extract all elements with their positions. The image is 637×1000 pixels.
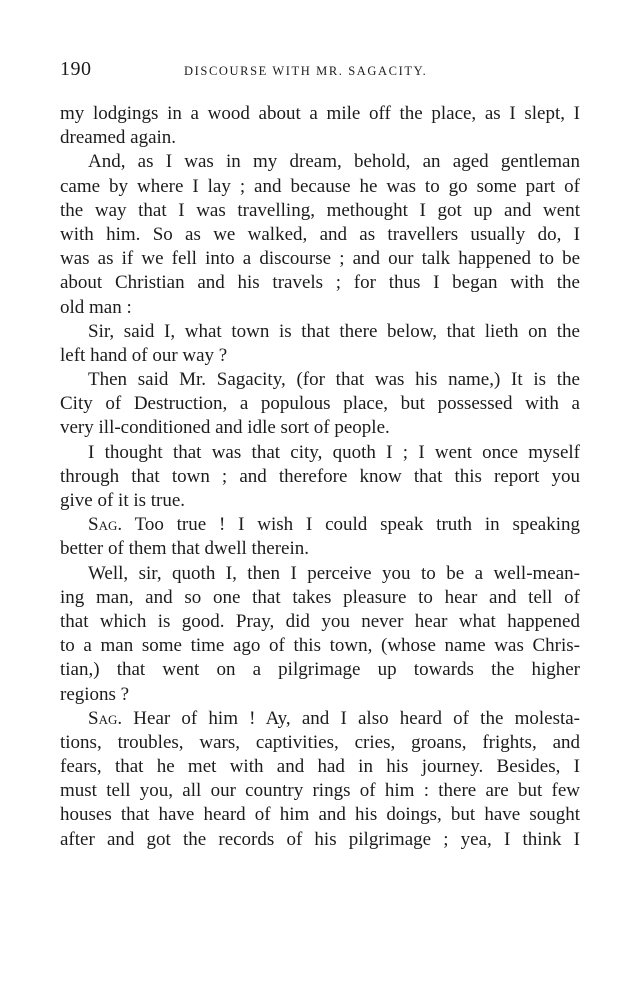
text-line bbox=[60, 416, 580, 440]
body-text bbox=[60, 102, 580, 852]
text-line bbox=[60, 150, 580, 174]
text-line bbox=[60, 175, 580, 199]
line-text: give of it is true. bbox=[60, 490, 186, 511]
running-head: DISCOURSE WITH MR. SAGACITY. bbox=[184, 64, 428, 78]
text-line bbox=[60, 658, 580, 682]
text-line bbox=[60, 102, 580, 126]
text-line bbox=[60, 223, 580, 247]
text-line bbox=[60, 344, 580, 368]
text-line bbox=[60, 513, 580, 537]
text-line bbox=[60, 489, 580, 513]
text-line bbox=[60, 296, 580, 320]
line-text: to a man some time ago of this town, (whose name was Chris- bbox=[60, 635, 580, 657]
line-text: very ill-conditioned and idle sort of people. bbox=[60, 417, 390, 439]
line-text: was as if we fell into a discourse ; and our talk happened to be bbox=[60, 248, 580, 270]
line-text: old man : bbox=[60, 296, 132, 318]
text-line bbox=[60, 271, 580, 295]
text-line bbox=[60, 610, 580, 634]
page-header bbox=[60, 58, 580, 88]
line-text: Hear of him ! Ay, and I also heard of the molesta- bbox=[133, 707, 580, 729]
line-text: left hand of our way ? bbox=[60, 344, 228, 366]
text-line bbox=[60, 562, 580, 586]
line-text: tions, troubles, wars, captivities, cries, groans, frights, and bbox=[60, 731, 580, 753]
text-line bbox=[60, 320, 580, 344]
line-text: the way that I was travelling, methought I got up and went bbox=[60, 199, 580, 221]
line-text: that which is good. Pray, did you never hear what happened bbox=[60, 610, 580, 632]
page-number: 190 bbox=[60, 58, 92, 80]
line-text: I thought that was that city, quoth I ; I went once myself bbox=[88, 441, 580, 463]
line-text: dreamed again. bbox=[60, 127, 177, 149]
text-line bbox=[60, 392, 580, 416]
line-text: Well, sir, quoth I, then I perceive you to be a well-mean- bbox=[88, 562, 580, 584]
line-text: must tell you, all our country rings of him : there are but few bbox=[60, 780, 580, 802]
text-line bbox=[60, 803, 580, 827]
line-text: tian,) that went on a pilgrimage up towards the higher bbox=[60, 659, 580, 681]
text-line bbox=[60, 368, 580, 392]
line-text: with him. So as we walked, and as travellers usually do, I bbox=[60, 223, 580, 245]
line-text: Then said Mr. Sagacity, (for that was his name,) It is the bbox=[88, 369, 580, 391]
line-text: City of Destruction, a populous place, but possessed with a bbox=[60, 393, 580, 415]
text-line bbox=[60, 683, 580, 707]
line-text: through that town ; and therefore know that this report you bbox=[60, 465, 580, 487]
speaker-label: Sag. bbox=[88, 707, 123, 729]
line-text: better of them that dwell therein. bbox=[60, 538, 310, 560]
line-text: ing man, and so one that takes pleasure to hear and tell of bbox=[60, 586, 580, 608]
text-line bbox=[60, 537, 580, 561]
line-text: fears, that he met with and had in his journey. Besides, I bbox=[60, 756, 580, 778]
line-text: Too true ! I wish I could speak truth in speaking bbox=[134, 514, 580, 536]
text-line bbox=[60, 707, 580, 731]
line-text: And, as I was in my dream, behold, an aged gentleman bbox=[88, 151, 580, 173]
text-line bbox=[60, 465, 580, 489]
text-line bbox=[60, 828, 580, 852]
line-text: after and got the records of his pilgrimage ; yea, I think I bbox=[60, 828, 580, 850]
text-line bbox=[60, 199, 580, 223]
line-text: came by where I lay ; and because he was to go some part of bbox=[60, 175, 580, 197]
text-line bbox=[60, 755, 580, 779]
line-text: Sir, said I, what town is that there below, that lieth on the bbox=[88, 320, 580, 342]
text-line bbox=[60, 247, 580, 271]
speaker-label: Sag. bbox=[88, 514, 123, 536]
line-text: regions ? bbox=[60, 683, 130, 705]
text-line bbox=[60, 731, 580, 755]
text-line bbox=[60, 634, 580, 658]
text-line bbox=[60, 441, 580, 465]
line-text: houses that have heard of him and his doings, but have sought bbox=[60, 804, 580, 826]
line-text: about Christian and his travels ; for thus I began with the bbox=[60, 272, 580, 294]
text-line bbox=[60, 779, 580, 803]
text-line bbox=[60, 586, 580, 610]
line-text: my lodgings in a wood about a mile off the place, as I slept, I bbox=[60, 103, 580, 124]
text-line bbox=[60, 126, 580, 150]
